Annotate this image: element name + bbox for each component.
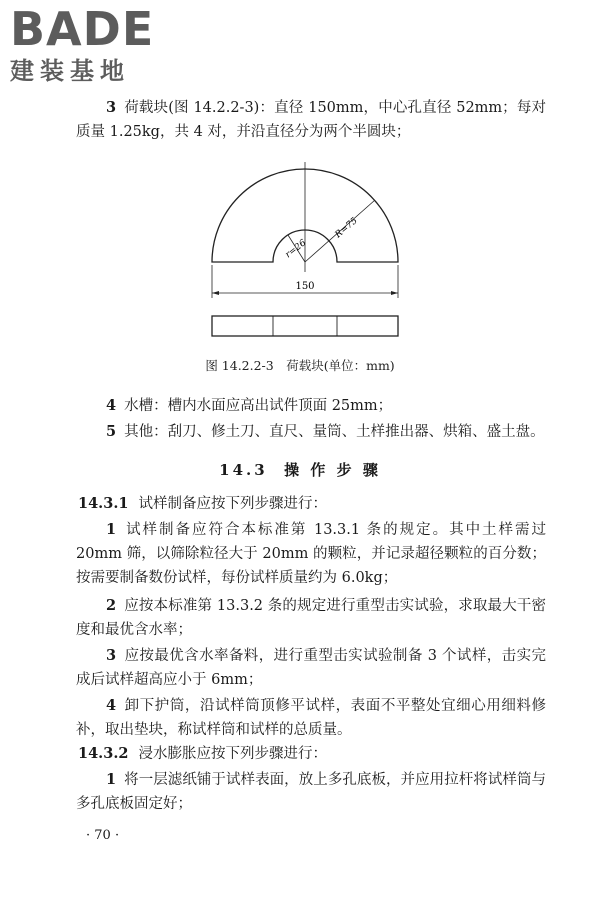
item-text: 荷载块(图 14.2.2-3)：直径 150mm，中心孔直径 52mm；每对质量 1.25kg，共 4 对，并沿直径分为两个半圆块； — [76, 100, 546, 140]
outer-radius-label: R=75 — [333, 216, 360, 241]
step-4-paragraph — [76, 694, 546, 742]
step-text: 将一层滤纸铺于试样表面，放上多孔底板，并应用拉杆将试样筒与多孔底板固定好； — [76, 772, 546, 812]
step-number: 1 — [106, 521, 117, 538]
step-number: 4 — [106, 697, 117, 714]
item-number: 5 — [106, 423, 117, 440]
step-text: 应按本标准第 13.3.2 条的规定进行重型击实试验，求取最大干密度和最优含水率； — [76, 598, 546, 638]
clause-text: 浸水膨胀应按下列步骤进行： — [138, 746, 327, 762]
clause-text: 试样制备应按下列步骤进行： — [138, 496, 327, 512]
logo-subtitle: 建装基地 — [10, 57, 130, 85]
step-1-paragraph — [76, 518, 546, 590]
figure-caption: 图 14.2.2-3 荷载块(单位：mm) — [205, 358, 395, 373]
step-number: 2 — [106, 597, 117, 614]
dimension-label: 150 — [295, 281, 315, 292]
inner-radius-label: r=26 — [283, 238, 309, 261]
logo-brand: BADE — [10, 2, 155, 56]
step-1b-paragraph — [76, 768, 546, 816]
item-number: 3 — [106, 99, 117, 116]
step-3-paragraph — [76, 644, 546, 692]
step-2-paragraph — [76, 594, 546, 642]
step-text: 卸下护筒，沿试样筒顶修平试样，表面不平整处宜细心用细料修补，取出垫块，称试样筒和试样的总质量。 — [76, 698, 546, 738]
dimension-arrow-left — [212, 291, 219, 295]
step-number: 3 — [106, 647, 117, 664]
item-number: 4 — [106, 397, 117, 414]
side-view-rect — [212, 316, 398, 336]
clause-14-3-1 — [78, 492, 548, 516]
item-text: 水槽：槽内水面应高出试件顶面 25mm； — [124, 398, 393, 414]
item-3-paragraph — [76, 96, 546, 144]
clause-14-3-2 — [78, 742, 548, 766]
section-heading: 操 作 步 骤 — [284, 461, 381, 479]
item-5-paragraph — [76, 420, 546, 444]
clause-number: 14.3.1 — [78, 495, 129, 512]
step-text: 应按最优含水率备料，进行重型击实试验制备 3 个试样，击实完成后试样超高应小于 6mm； — [76, 648, 546, 688]
dimension-arrow-right — [391, 291, 398, 295]
step-number: 1 — [106, 771, 117, 788]
item-4-paragraph — [76, 394, 546, 418]
page-number: · 70 · — [86, 828, 120, 843]
item-text: 其他：刮刀、修土刀、直尺、量筒、土样推出器、烘箱、盛土盘。 — [124, 424, 545, 440]
clause-number: 14.3.2 — [78, 745, 129, 762]
load-block-figure — [200, 160, 410, 350]
step-text: 试样制备应符合本标准第 13.3.1 条的规定。其中土样需过 20mm 筛，以筛除粒径大于 20mm 的颗粒，并记录超径颗粒的百分数；按需要制备数份试样，每份试样质量约为 6.0kg； — [76, 522, 546, 586]
logo — [10, 2, 180, 86]
section-title — [0, 459, 600, 480]
section-number: 14.3 — [219, 461, 268, 479]
